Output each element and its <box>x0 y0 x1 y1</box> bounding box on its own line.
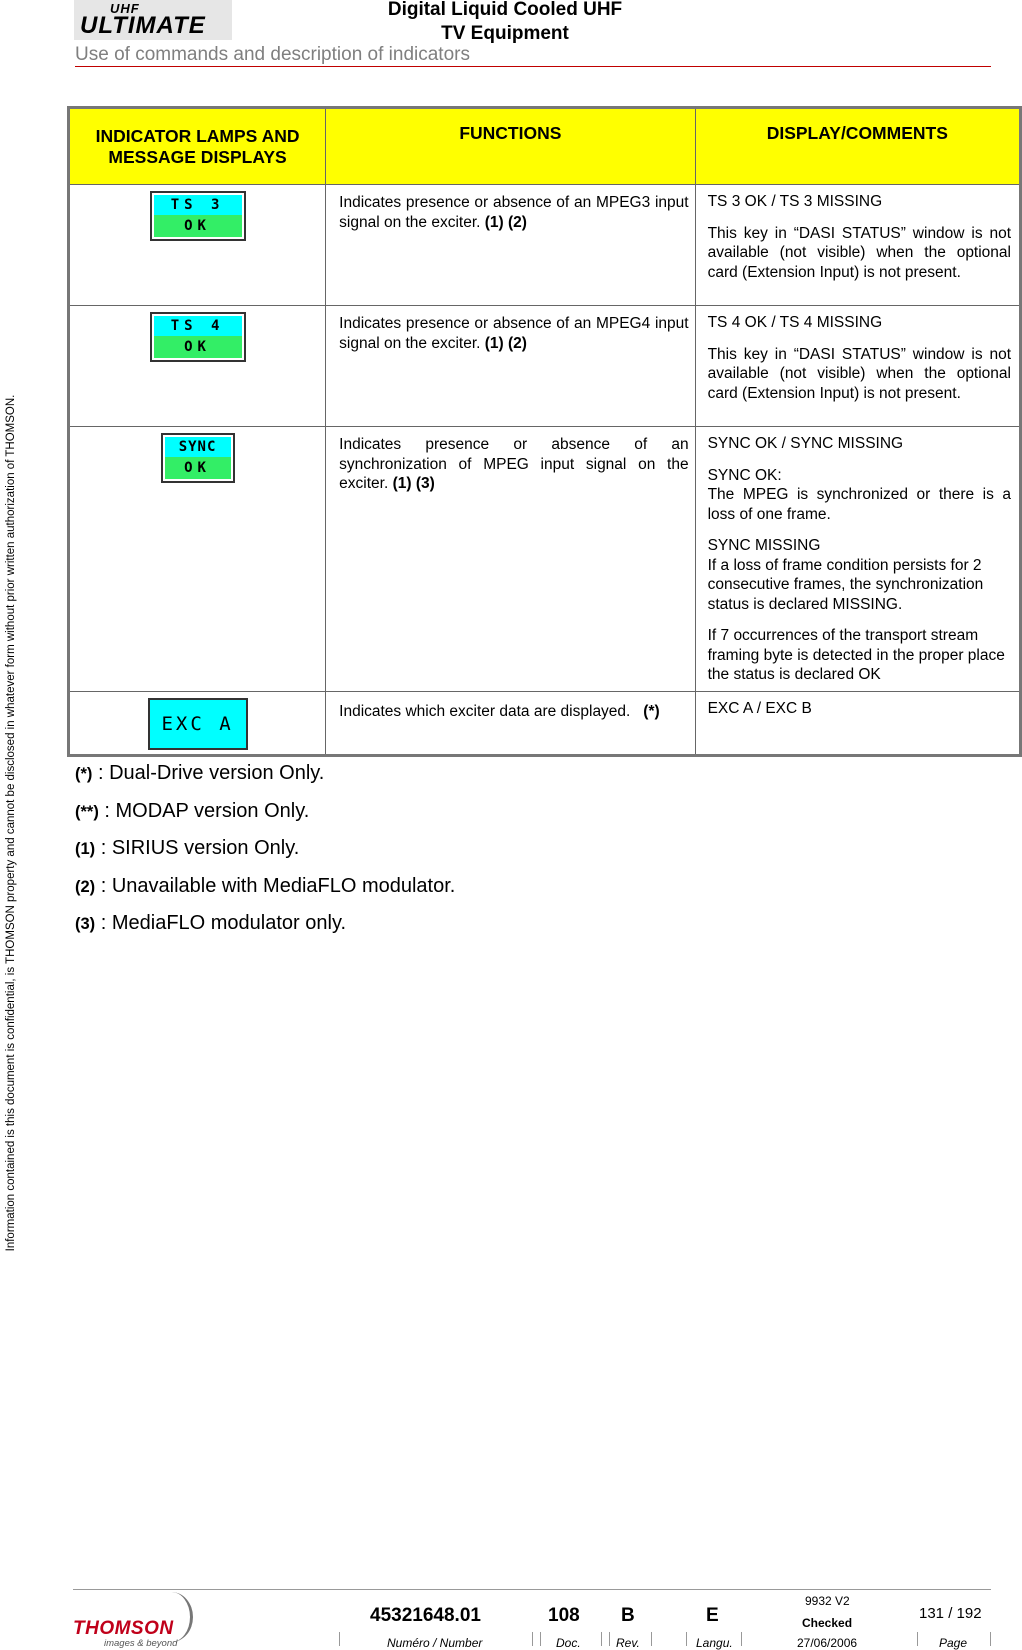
sync-lamp <box>161 433 235 483</box>
table-row <box>69 185 1021 306</box>
lamp-bottom-label: OK <box>165 457 231 479</box>
table-row <box>69 427 1021 692</box>
display-line: If a loss of frame condition persists for 2 consecutive frames, the synchronization status is declared MISSING. <box>707 556 984 613</box>
header-indicator-lamps: INDICATOR LAMPS AND MESSAGE DISPLAYS <box>69 108 326 185</box>
display-line: TS 4 OK / TS 4 MISSING <box>707 314 883 331</box>
footer-separator <box>741 1632 742 1646</box>
ultimate-logo <box>74 0 232 40</box>
footnote-mark: (**) <box>75 802 99 821</box>
caption-rev: Rev. <box>616 1636 640 1650</box>
display-line: This key in “DASI STATUS” window is not available (not visible) when the optional card (Extension Input) is not present. <box>707 345 1011 402</box>
ts4-lamp <box>150 312 246 362</box>
version-label: 9932 V2 <box>805 1594 850 1608</box>
display-line: SYNC OK / SYNC MISSING <box>707 435 904 452</box>
logo-uhf-text: UHF <box>110 1 140 16</box>
indicator-table <box>67 106 1022 757</box>
table-row <box>69 691 1021 755</box>
function-refs: (*) <box>643 702 660 720</box>
lamp-top-label: SYNC <box>165 437 231 457</box>
indicator-cell <box>69 427 326 692</box>
footnote <box>75 905 455 943</box>
function-cell <box>326 691 695 755</box>
footer-separator <box>609 1632 610 1646</box>
ts3-lamp <box>150 191 246 241</box>
footnote-text: : Unavailable with MediaFLO modulator. <box>95 874 456 897</box>
display-line: SYNC OK: <box>707 466 782 484</box>
footer-divider <box>73 1589 991 1590</box>
footnote-text: : MediaFLO modulator only. <box>95 912 347 934</box>
exc-a-display: EXC A <box>148 698 248 750</box>
page-number: 131 / 192 <box>919 1605 982 1622</box>
footnote <box>75 830 455 868</box>
display-block <box>708 536 1011 614</box>
display-line: If 7 occurrences of the transport stream framing byte is detected in the proper place the status is declared OK <box>707 627 1005 683</box>
document-title <box>360 0 650 46</box>
lamp-bottom-label: OK <box>154 336 242 358</box>
header-divider <box>75 66 991 67</box>
footnote-mark: (2) <box>75 877 96 896</box>
display-cell <box>695 306 1020 427</box>
footnote-mark: (1) <box>75 840 96 858</box>
function-refs: (1) (2) <box>484 213 527 231</box>
table-header-row <box>69 108 1021 185</box>
document-title-line1: Digital Liquid Cooled UHF <box>387 0 623 20</box>
lamp-top-label: TS 3 <box>154 195 242 215</box>
footer-separator <box>651 1632 652 1646</box>
display-line: EXC A / EXC B <box>707 699 812 717</box>
language: E <box>706 1605 719 1626</box>
footnote-mark: (*) <box>75 765 93 783</box>
footer-separator <box>339 1632 340 1646</box>
document-number: 45321648.01 <box>370 1605 481 1626</box>
header-display-comments: DISPLAY/COMMENTS <box>695 108 1020 185</box>
display-line: TS 3 OK / TS 3 MISSING <box>707 193 883 210</box>
footnote <box>75 755 455 793</box>
footer-separator <box>601 1632 602 1646</box>
function-text: Indicates presence or absence of an MPEG3 input signal on the exciter. <box>339 194 689 231</box>
display-cell <box>695 691 1020 755</box>
indicator-cell <box>69 691 326 755</box>
checked-label: Checked <box>802 1616 853 1630</box>
date-label: 27/06/2006 <box>797 1636 858 1650</box>
function-refs: (1) (3) <box>392 475 435 492</box>
revision: B <box>621 1605 635 1626</box>
function-refs: (1) (2) <box>484 334 527 352</box>
footnote-mark: (3) <box>75 915 96 933</box>
display-cell <box>695 427 1020 692</box>
caption-number: Numéro / Number <box>387 1636 483 1650</box>
footnotes <box>75 755 455 943</box>
footer-separator <box>686 1632 687 1646</box>
confidentiality-note: Information contained is this document is confidential, is THOMSON property and cannot be disclosed in whatever form without prior written authorization of THOMSON. <box>5 394 17 1252</box>
document-title-line2: TV Equipment <box>441 23 569 44</box>
lamp-top-label: TS 4 <box>154 316 242 336</box>
footnote-text: : MODAP version Only. <box>98 799 310 822</box>
footer-separator <box>917 1632 918 1646</box>
function-text: Indicates which exciter data are displayed. <box>339 702 631 720</box>
display-line: The MPEG is synchronized or there is a loss of one frame. <box>707 486 1011 523</box>
table-row <box>69 306 1021 427</box>
function-text: Indicates presence or absence of an MPEG4 input signal on the exciter. <box>339 315 689 352</box>
caption-doc: Doc. <box>556 1636 581 1650</box>
doc-code: 108 <box>548 1605 580 1626</box>
thomson-tagline: images & beyond <box>104 1638 178 1649</box>
footnote <box>75 868 455 906</box>
header-functions: FUNCTIONS <box>326 108 695 185</box>
section-subtitle: Use of commands and description of indicators <box>75 44 470 65</box>
display-cell <box>695 185 1020 306</box>
thomson-logo: THOMSON <box>73 1618 174 1639</box>
function-text: Indicates presence or absence of an synchronization of MPEG input signal on the exciter. <box>339 436 689 492</box>
function-cell <box>326 185 695 306</box>
display-line: SYNC MISSING <box>707 537 821 554</box>
footnote-text: : SIRIUS version Only. <box>95 837 300 859</box>
footnote <box>75 793 455 831</box>
footer-separator <box>990 1632 991 1646</box>
caption-lang: Langu. <box>696 1636 733 1650</box>
caption-page: Page <box>939 1636 968 1650</box>
footnote-text: : Dual-Drive version Only. <box>92 762 325 784</box>
indicator-cell <box>69 185 326 306</box>
display-line: This key in “DASI STATUS” window is not available (not visible) when the optional card (Extension Input) is not present. <box>707 224 1011 281</box>
lamp-bottom-label: OK <box>154 215 242 237</box>
footer-separator <box>540 1632 541 1646</box>
display-block <box>708 466 1011 525</box>
indicator-cell <box>69 306 326 427</box>
logo-ultimate-text: ULTIMATE <box>80 12 206 39</box>
footer-separator <box>532 1632 533 1646</box>
function-cell <box>326 427 695 692</box>
function-cell <box>326 306 695 427</box>
